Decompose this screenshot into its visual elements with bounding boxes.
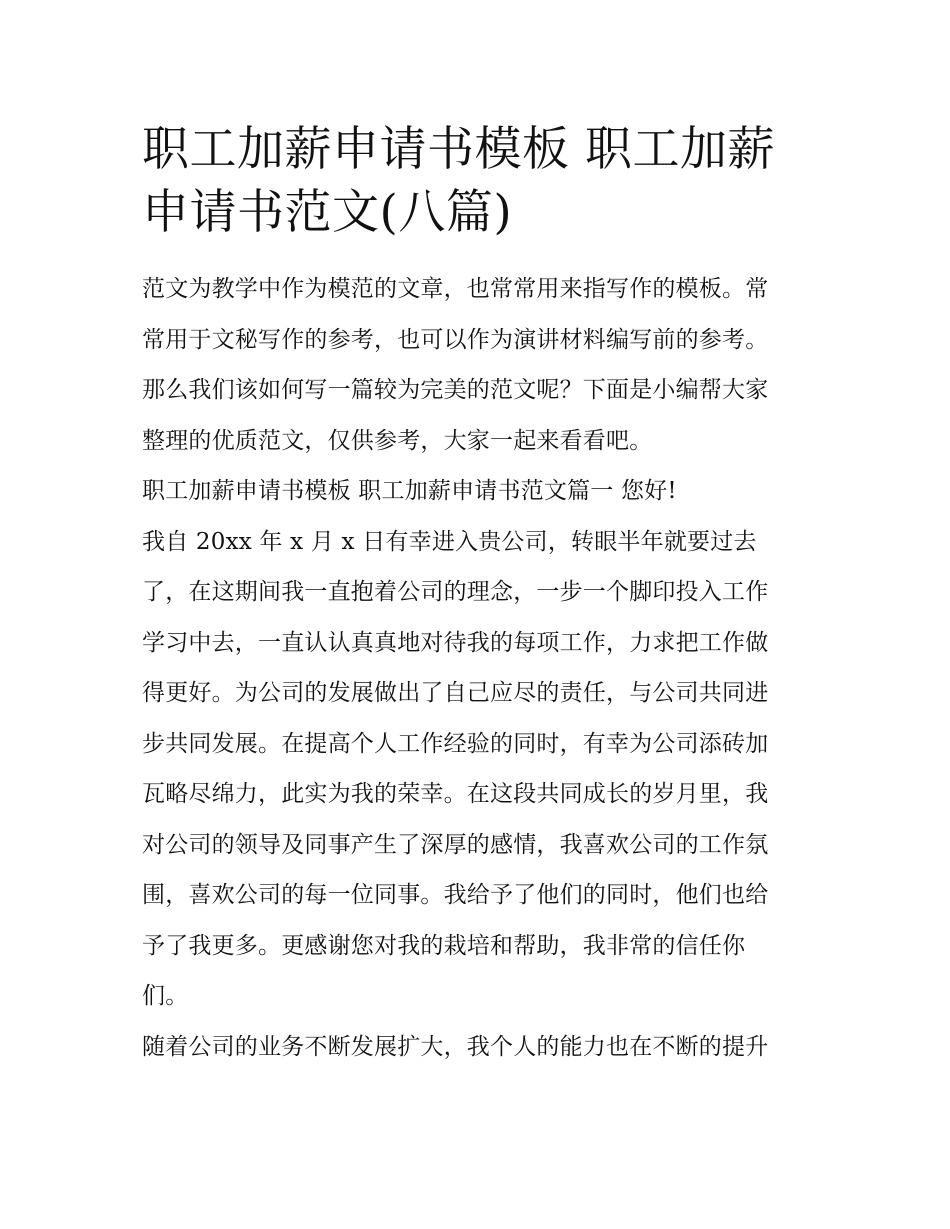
- text-line: 常用于文秘写作的参考，也可以作为演讲材料编写前的参考。: [142, 326, 769, 353]
- text-line: 围，喜欢公司的每一位同事。我给予了他们的同时，他们也给: [142, 882, 769, 908]
- text-line: 范文为教学中作为模范的文章，也常常用来指写作的模板。常: [142, 276, 769, 302]
- title-line: 申请书范文(八篇): [142, 185, 513, 240]
- text-line: 学习中去，一直认认真真地对待我的每项工作，力求把工作做: [142, 629, 769, 656]
- letter-paragraph: [142, 517, 814, 1022]
- document-title: [142, 118, 814, 244]
- text-line: 整理的优质范文，仅供参考，大家一起来看看吧。: [142, 427, 653, 454]
- text-line: 予了我更多。更感谢您对我的栽培和帮助，我非常的信任你: [142, 932, 746, 959]
- text-line: 职工加薪申请书模板 职工加薪申请书范文篇一 您好!: [142, 478, 677, 504]
- text-line: 们。: [142, 983, 189, 1009]
- text-line: 随着公司的业务不断发展扩大，我个人的能力也在不断的提升: [142, 1033, 769, 1060]
- title-line: 职工加薪申请书模板 职工加薪: [142, 122, 775, 177]
- intro-paragraph: [142, 264, 814, 466]
- document-page: [142, 118, 814, 1072]
- text-line: 得更好。为公司的发展做出了自己应尽的责任，与公司共同进: [142, 680, 769, 706]
- section-heading-paragraph: [142, 466, 814, 517]
- text-line: 我自 20xx 年 x 月 x 日有幸进入贵公司，转眼半年就要过去: [142, 528, 757, 555]
- document-body: [142, 264, 814, 1072]
- text-line: 步共同发展。在提高个人工作经验的同时，有幸为公司添砖加: [142, 730, 769, 757]
- text-line: 瓦略尽绵力，此实为我的荣幸。在这段共同成长的岁月里，我: [142, 781, 769, 807]
- text-line: 对公司的领导及同事产生了深厚的感情，我喜欢公司的工作氛: [142, 831, 769, 858]
- letter-paragraph: [142, 1022, 814, 1073]
- text-line: 了，在这期间我一直抱着公司的理念，一步一个脚印投入工作: [142, 579, 769, 605]
- text-line: 那么我们该如何写一篇较为完美的范文呢？下面是小编帮大家: [142, 377, 769, 403]
